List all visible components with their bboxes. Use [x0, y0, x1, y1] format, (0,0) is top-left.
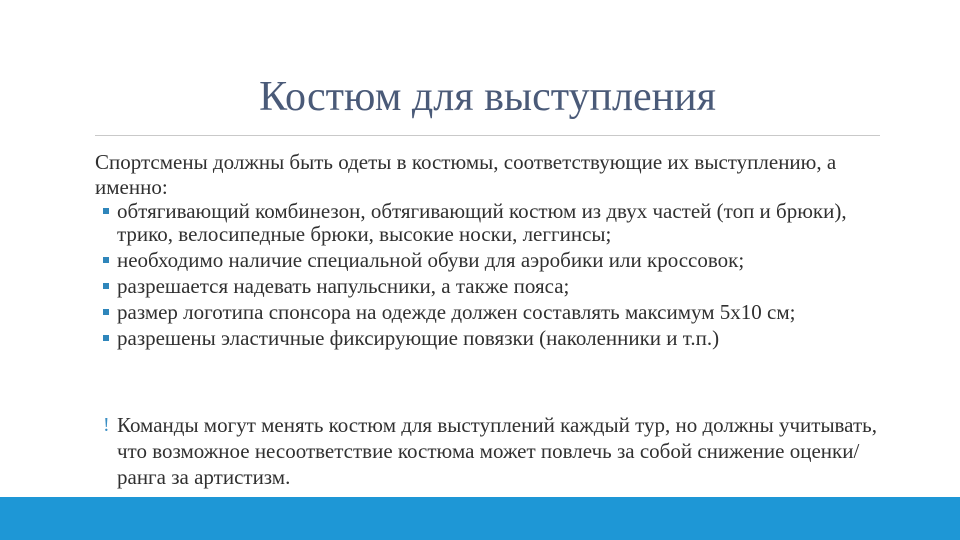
- exclamation-icon: !: [103, 414, 110, 436]
- square-bullet-icon: [103, 257, 109, 263]
- title-divider: [95, 135, 880, 136]
- square-bullet-icon: [103, 208, 109, 214]
- list-item: [103, 275, 885, 298]
- slide-title: Костюм для выступления: [259, 74, 716, 120]
- list-item-text: разрешены эластичные фиксирующие повязки (наколенники и т.п.): [117, 326, 720, 350]
- list-item-text: разрешается надевать напульсники, а также пояса;: [117, 274, 570, 298]
- list-item-text: необходимо наличие специальной обуви для аэробики или кроссовок;: [117, 248, 745, 272]
- note-block: [103, 412, 897, 490]
- square-bullet-icon: [103, 309, 109, 315]
- list-item: [103, 200, 885, 246]
- list-item: [103, 301, 885, 324]
- list-item-text: обтягивающий комбинезон, обтягивающий костюм из двух частей (топ и брюки), трико, велосипедные брюки, высокие носки, леггинсы;: [117, 199, 847, 246]
- note-text: Команды могут менять костюм для выступлений каждый тур, но должны учитывать, что возможное несоответствие костюма может повлечь за собой снижение оценки/ранга за артистизм.: [117, 413, 877, 489]
- intro-text: Спортсмены должны быть одеты в костюмы, соответствующие их выступлению, а именно:: [95, 150, 837, 199]
- requirements-list: [95, 200, 885, 350]
- list-item: [103, 249, 885, 272]
- footer-band: [0, 497, 960, 540]
- square-bullet-icon: [103, 283, 109, 289]
- square-bullet-icon: [103, 335, 109, 341]
- list-item: [103, 327, 885, 350]
- list-item-text: размер логотипа спонсора на одежде должен составлять максимум 5x10 см;: [117, 300, 796, 324]
- slide-body: [95, 150, 885, 353]
